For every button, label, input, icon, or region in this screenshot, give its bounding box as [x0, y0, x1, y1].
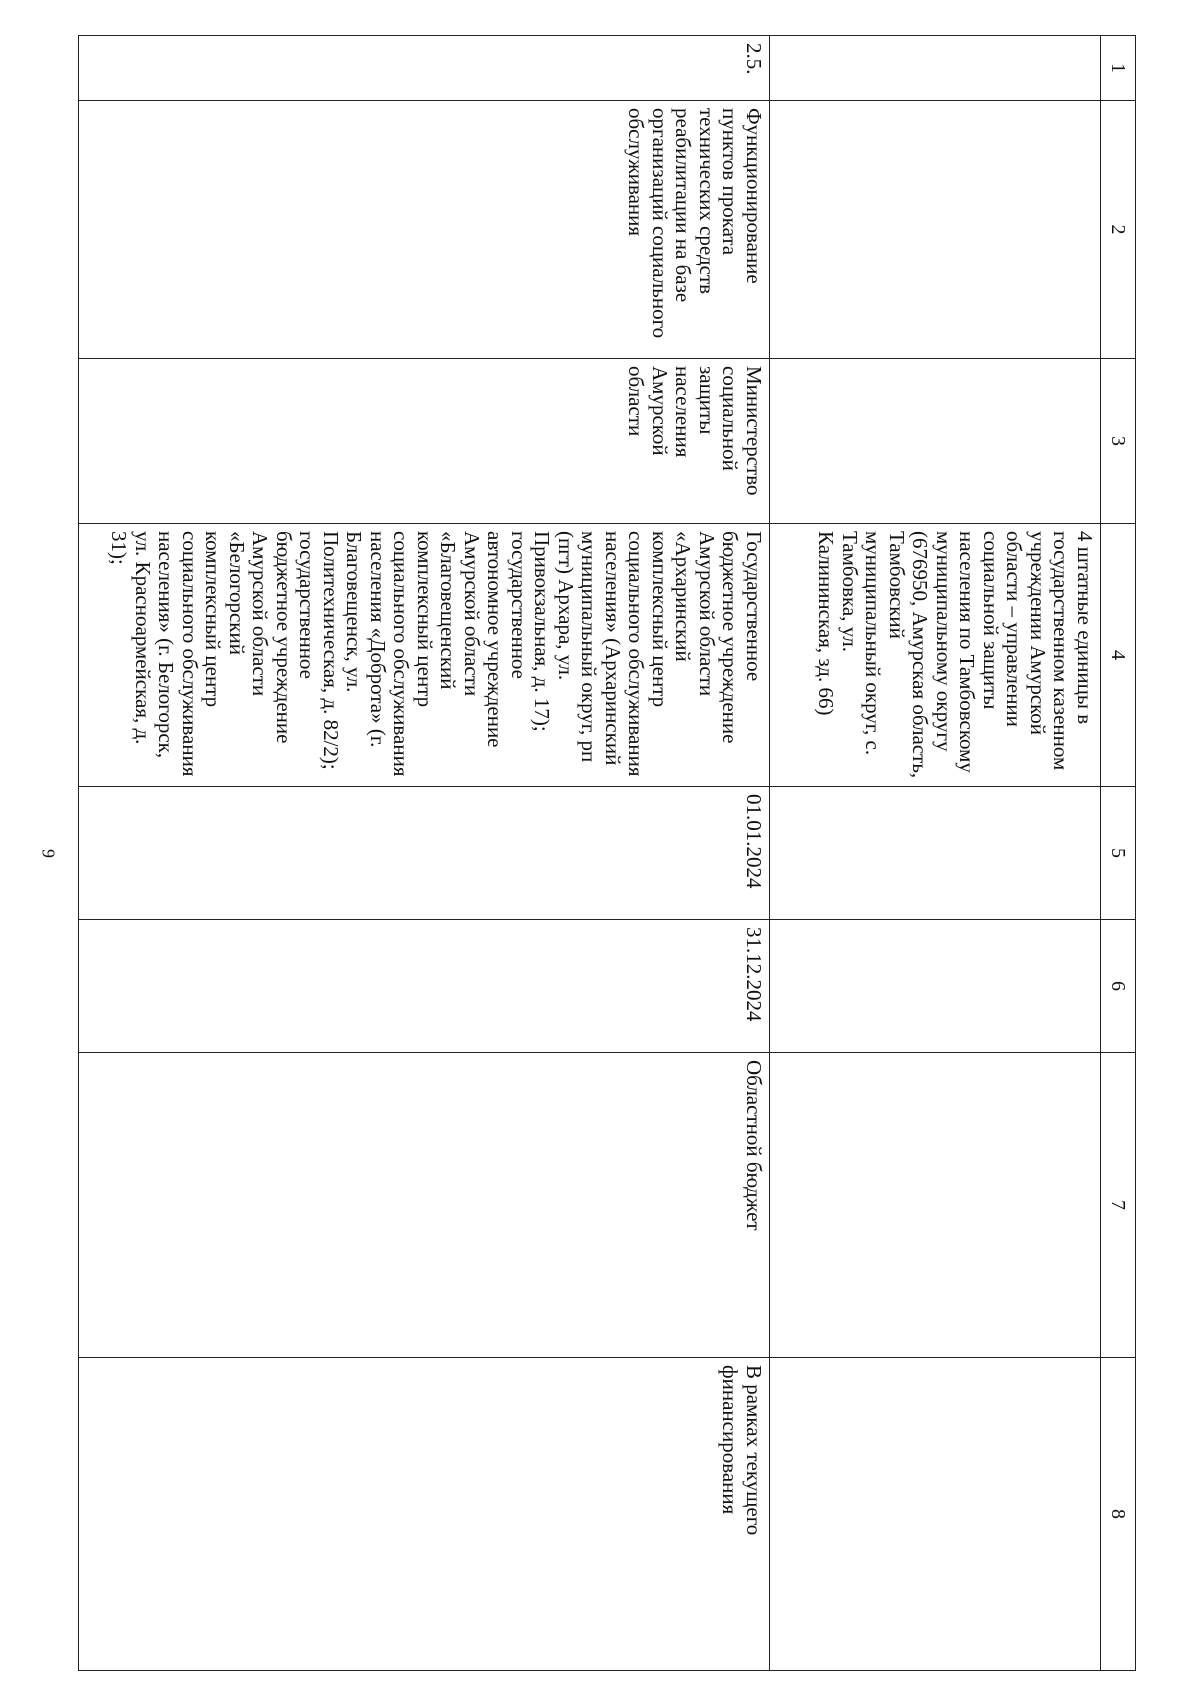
cell-start-date — [770, 787, 1101, 920]
table-row — [770, 36, 1101, 1671]
column-header-8: 8 — [1101, 1358, 1136, 1671]
cell-responsible: Министерство социальной защиты населения Амурской области — [79, 359, 770, 524]
column-header-7: 7 — [1101, 1053, 1136, 1358]
cell-responsible — [770, 359, 1101, 524]
cell-executors: Государственное бюджетное учреждение Амурской области «Архаринский комплексный центр социального обслуживания населения» (Архаринский муниципальный округ, рп (пгт) Архара, ул. Привокзальная, д. 17); государственное автономное учреждение Амурской области «Благовещенский комплексный центр социального обслуживания населения «Доброта» (г. Благовещенск, ул. Политехническая, д. 82/2); государственное бюджетное учреждение Амурской области «Белогорский комплексный центр социального обслуживания населения» (г. Белогорск, ул. Красноармейская, д. 31); — [79, 524, 770, 787]
program-table — [78, 35, 1136, 1671]
program-table-container — [91, 35, 1136, 1670]
cell-funding-amount — [770, 1358, 1101, 1671]
header-row — [1101, 36, 1136, 1671]
cell-num: 2.5. — [79, 36, 770, 101]
cell-num — [770, 36, 1101, 101]
column-header-5: 5 — [1101, 787, 1136, 920]
cell-funding-amount: В рамках текущего финансирования — [79, 1358, 770, 1671]
column-header-4: 4 — [1101, 524, 1136, 787]
table-row — [79, 36, 770, 1671]
cell-event — [770, 101, 1101, 359]
cell-end-date — [770, 920, 1101, 1053]
column-header-1: 1 — [1101, 36, 1136, 101]
column-header-2: 2 — [1101, 101, 1136, 359]
cell-funding-source — [770, 1053, 1101, 1358]
cell-start-date: 01.01.2024 — [79, 787, 770, 920]
cell-event: Функционирование пунктов проката технических средств реабилитации на базе организаций социального обслуживания — [79, 101, 770, 359]
page-number: 9 — [38, 849, 59, 858]
cell-funding-source: Областной бюджет — [79, 1053, 770, 1358]
column-header-3: 3 — [1101, 359, 1136, 524]
cell-end-date: 31.12.2024 — [79, 920, 770, 1053]
cell-executors: 4 штатные единицы в государственном казенном учреждении Амурской области – управлении социальной защиты населения по Тамбовскому муниципальному округу (676950, Амурская область, Тамбовский муниципальный округ, с. Тамбовка, ул. Калининская, зд. 66) — [770, 524, 1101, 787]
column-header-6: 6 — [1101, 920, 1136, 1053]
